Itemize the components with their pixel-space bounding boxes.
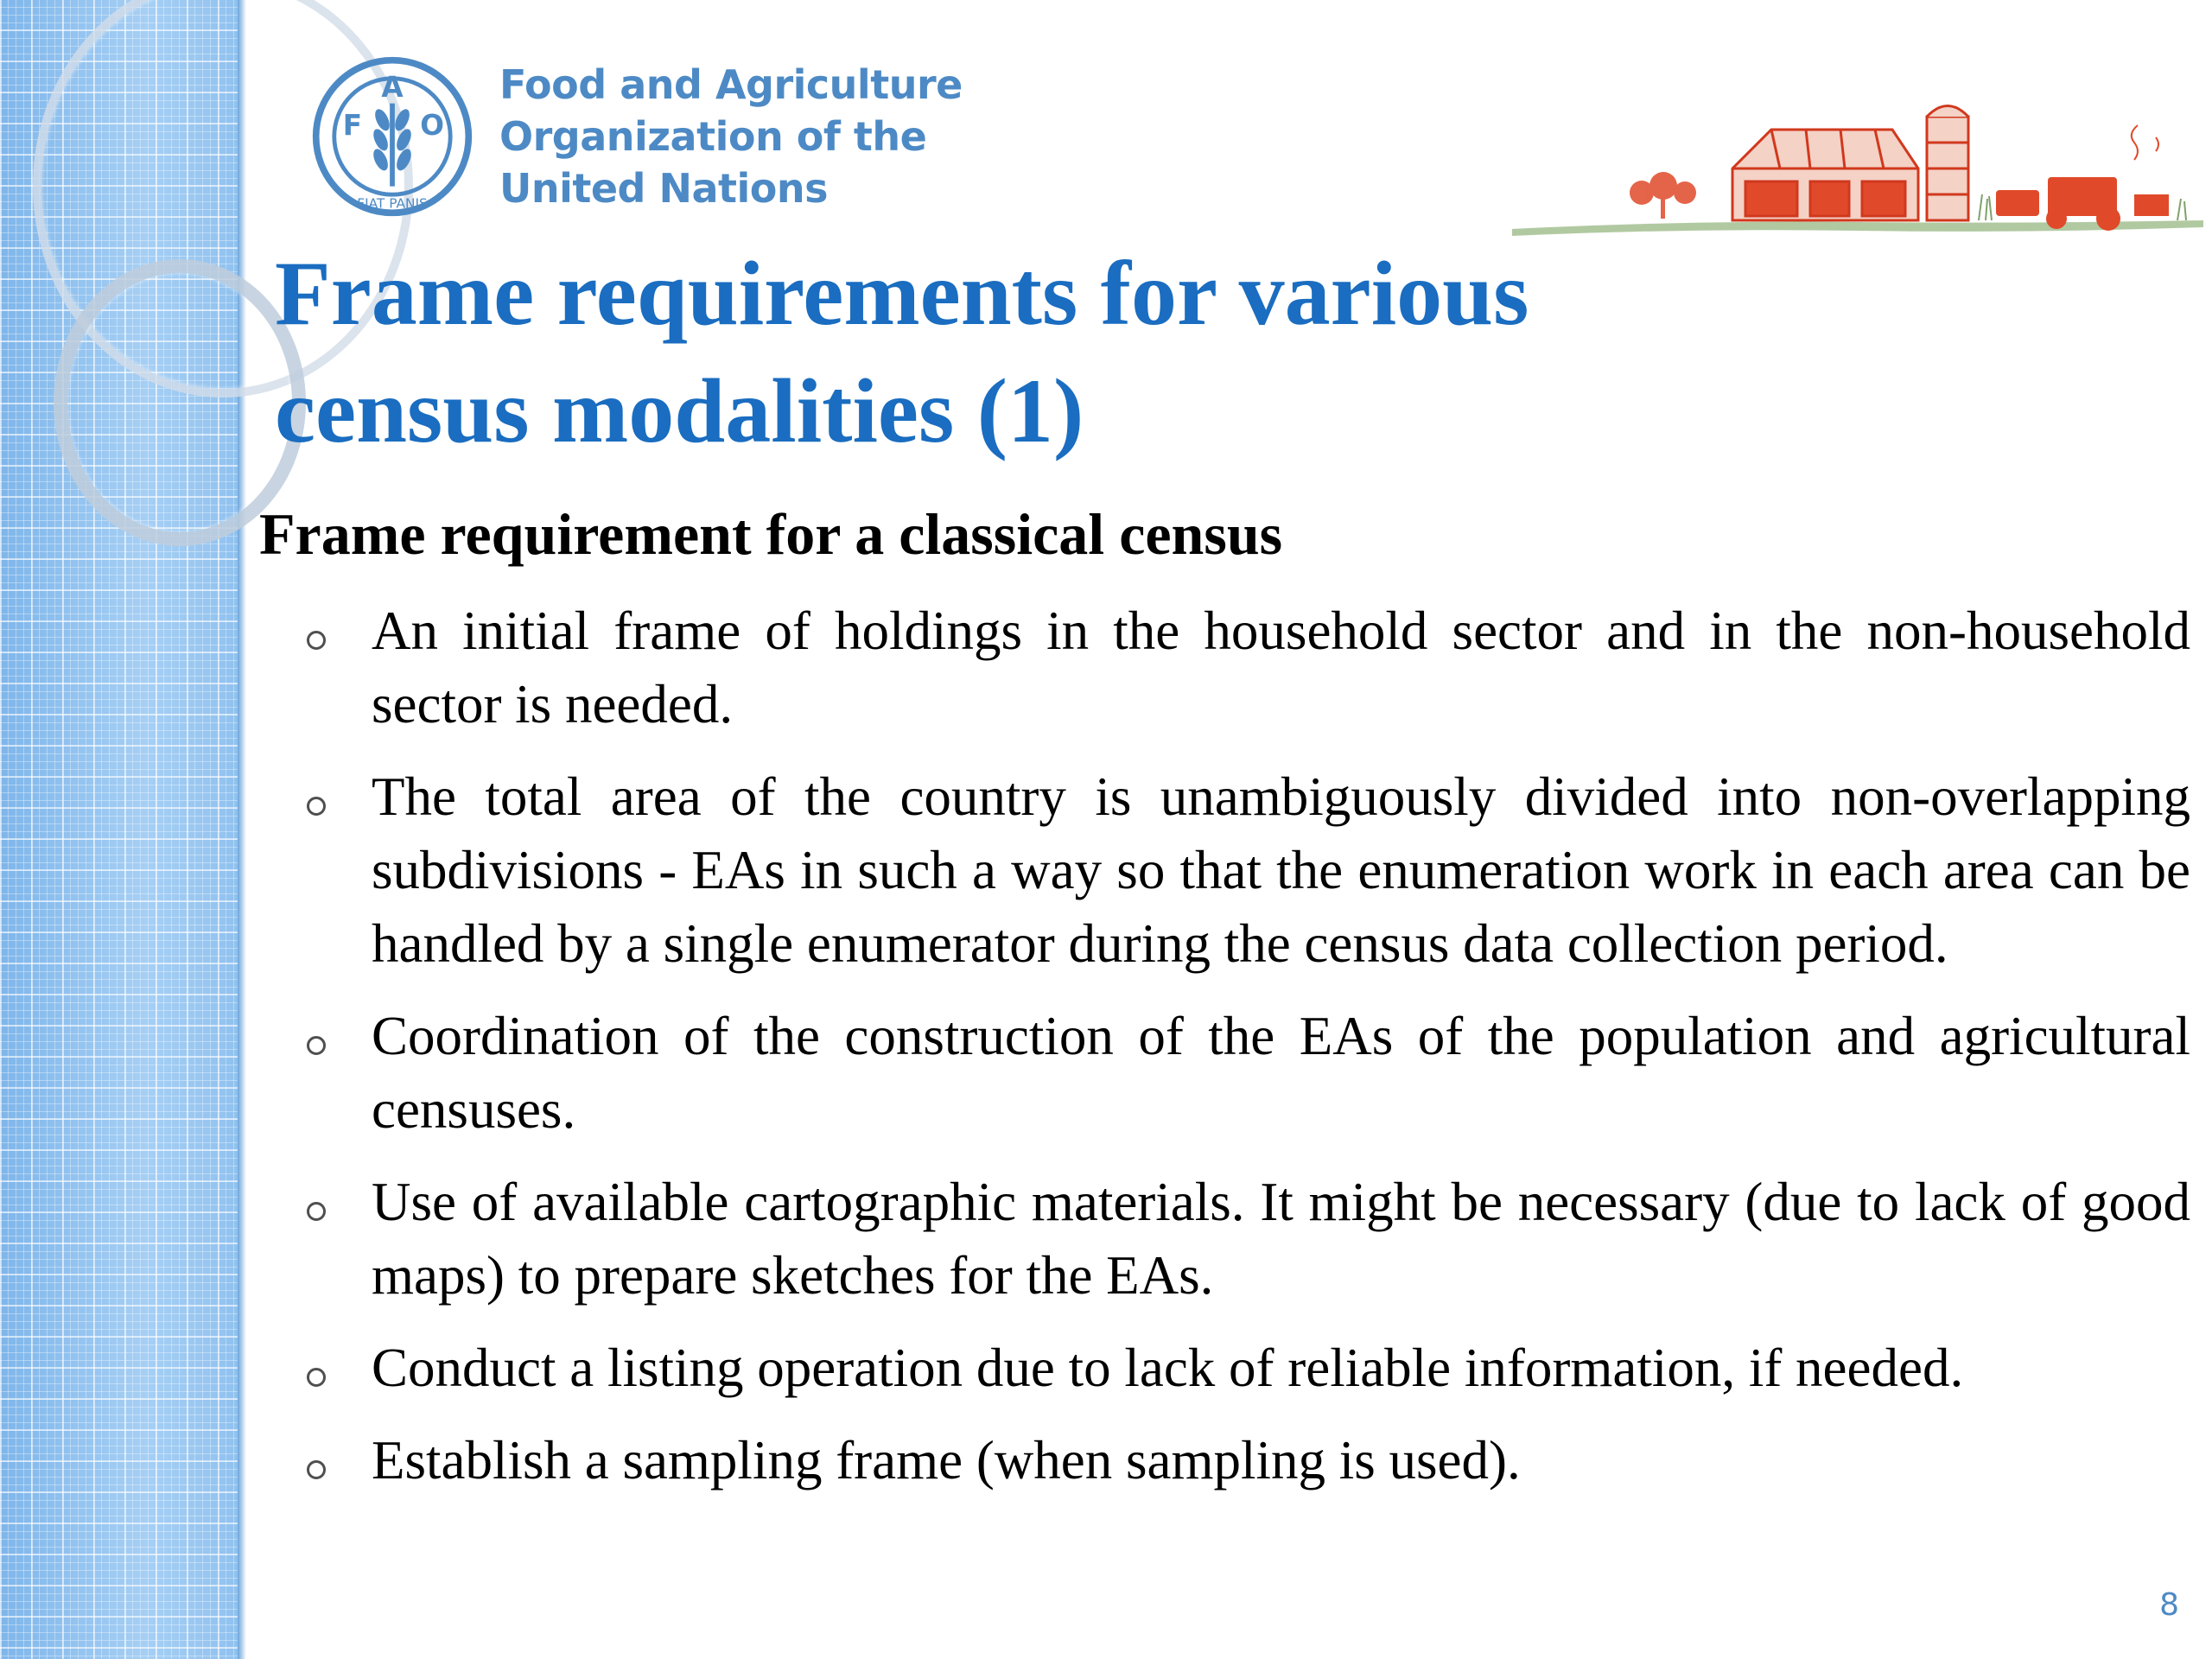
bullet-text: Use of available cartographic materials. It might be necessary (due to lack of good maps) to prepare sketches for the EAs. — [372, 1172, 2190, 1306]
emblem-letter-o: O — [420, 109, 444, 143]
bullet-text: Conduct a listing operation due to lack of reliable information, if needed. — [372, 1338, 1964, 1398]
org-name-line-1: Food and Agriculture — [499, 61, 963, 108]
circle-bullet-icon — [307, 1368, 326, 1387]
farm-illustration-icon — [1512, 91, 2203, 238]
page-number: 8 — [2159, 1587, 2179, 1623]
bullet-text: The total area of the country is unambiguously divided into non-overlapping subdivisions - EAs in such a way so that the enumeration work in each area can be handled by a single enumerator during the census data collection period. — [372, 766, 2190, 974]
fao-logo — [309, 54, 963, 219]
list-item — [294, 1166, 2190, 1313]
org-name-line-3: United Nations — [499, 165, 829, 212]
circle-bullet-icon — [307, 1460, 326, 1479]
slide-title-line-1: Frame requirements for various — [275, 243, 1529, 344]
circle-bullet-icon — [307, 1036, 326, 1055]
bullet-text: Coordination of the construction of the EAs of the population and agricultural censuses. — [372, 1006, 2190, 1140]
list-item — [294, 760, 2190, 981]
circle-bullet-icon — [307, 631, 326, 650]
emblem-motto: FIAT PANIS — [357, 195, 428, 212]
bullet-text: Establish a sampling frame (when sampling is used). — [372, 1430, 1521, 1491]
bullet-list — [294, 594, 2190, 1516]
bullet-text: An initial frame of holdings in the household sector and in the non-household sector is needed. — [372, 601, 2190, 734]
list-item — [294, 1000, 2190, 1147]
section-subheading: Frame requirement for a classical census — [259, 501, 1283, 567]
list-item — [294, 1424, 2190, 1497]
list-item — [294, 1332, 2190, 1405]
organization-name — [499, 59, 963, 214]
circle-bullet-icon — [307, 1202, 326, 1221]
fao-emblem-icon — [309, 54, 475, 219]
slide-title-line-2: census modalities (1) — [275, 360, 1084, 461]
emblem-letter-a: A — [381, 70, 404, 104]
emblem-letter-f: F — [342, 109, 363, 143]
slide-title — [275, 235, 1744, 470]
circle-bullet-icon — [307, 797, 326, 816]
list-item — [294, 594, 2190, 741]
org-name-line-2: Organization of the — [499, 113, 927, 160]
